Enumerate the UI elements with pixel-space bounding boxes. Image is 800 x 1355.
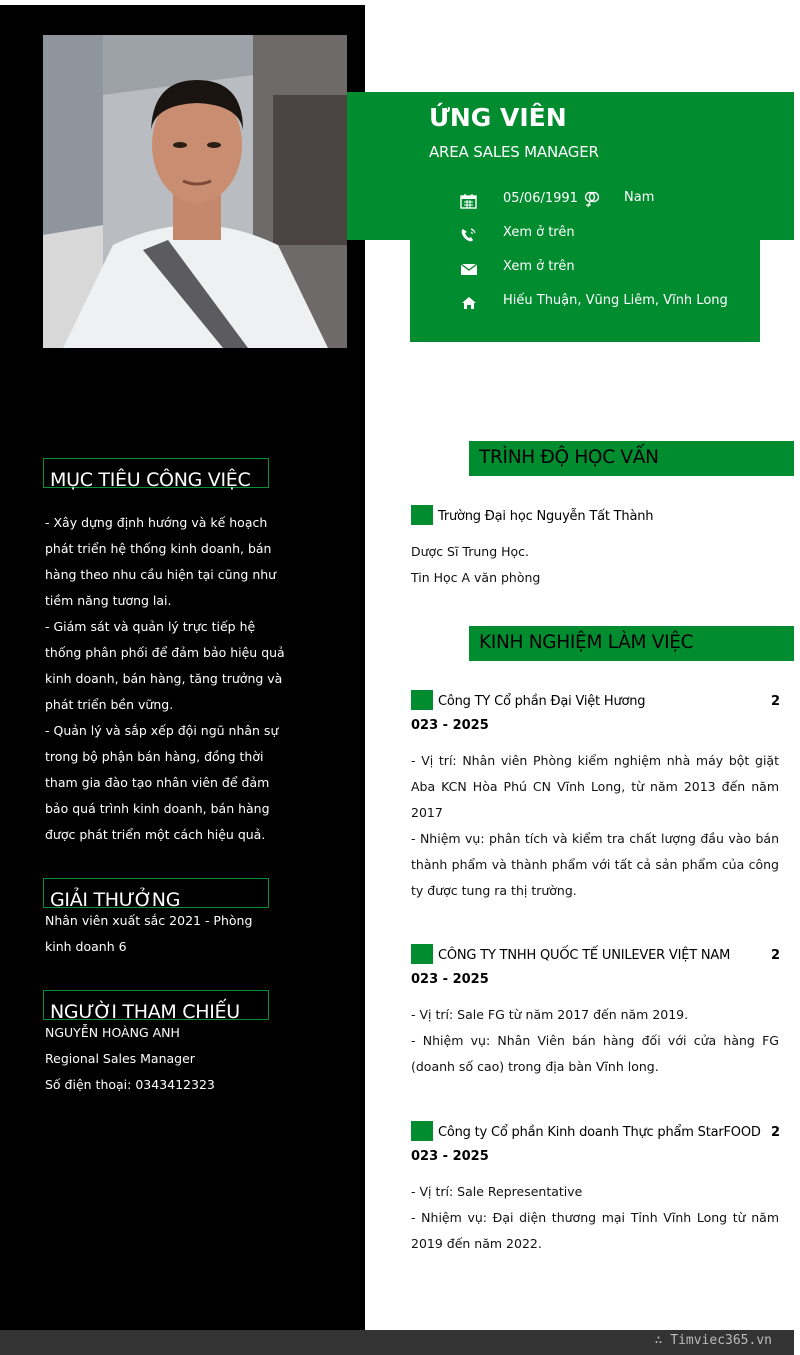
reference-heading: NGƯỜI THAM CHIẾU — [43, 990, 269, 1020]
school-name: Trường Đại học Nguyễn Tất Thành — [438, 509, 654, 524]
job-company: Công TY Cổ phần Đại Việt Hương — [438, 694, 646, 709]
job-company: Công ty Cổ phần Kinh doanh Thực phẩm StarFOOD — [438, 1125, 761, 1140]
reference-text — [45, 1020, 295, 1098]
job-year-cont: 023 - 2025 — [411, 718, 489, 733]
education-heading: TRÌNH ĐỘ HỌC VẤN — [469, 441, 794, 476]
awards-text: Nhân viên xuất sắc 2021 - Phòng kinh doanh 6 — [45, 913, 253, 954]
job-description: - Vị trí: Sale Representative - Nhiệm vụ: Đại diện thương mại Tỉnh Vĩnh Long từ năm 2019 đến năm 2022. — [411, 1184, 779, 1251]
bullet-square — [411, 690, 433, 710]
job-description: - Vị trí: Sale FG từ năm 2017 đến năm 2019. - Nhiệm vụ: Nhân Viên bán hàng đối với cửa hàng FG (doanh số cao) trong địa bàn Vĩnh long. — [411, 1007, 779, 1074]
objective-text: - Xây dựng định hướng và kế hoạch phát triển hệ thống kinh doanh, bán hàng theo nhu cầu hiện tại cũng như tiềm năng tương lai. - Giám sát và quản lý trực tiếp hệ thống phân phối để đảm bảo hiệu quả kinh doanh, bán hàng, tăng trưởng và phát triển bền vững. - Quản lý và sắp xếp đội ngũ nhân sự trong bộ phận bán hàng, đồng thời tham gia đào tạo nhân viên để đảm bảo quá trình kinh doanh, bán hàng được phát triển một cách hiệu quả. — [45, 515, 285, 842]
home-icon — [460, 295, 478, 311]
job-company: CÔNG TY TNHH QUỐC TẾ UNILEVER VIỆT NAM — [438, 948, 731, 963]
job-year-cont: 023 - 2025 — [411, 972, 489, 987]
address-value: Hiếu Thuận, Vũng Liêm, Vĩnh Long — [503, 293, 728, 308]
candidate-name: ỨNG VIÊN — [429, 103, 567, 132]
footer-brand[interactable]: ∴ Timviec365.vn — [654, 1333, 772, 1348]
bullet-square — [411, 1121, 433, 1141]
email-value: Xem ở trên — [503, 259, 575, 274]
reference-phone: Số điện thoại: 0343412323 — [45, 1077, 215, 1092]
objective-heading: MỤC TIÊU CÔNG VIỆC — [43, 458, 269, 488]
job-description: - Vị trí: Nhân viên Phòng kiểm nghiệm nhà máy bột giặt Aba KCN Hòa Phú CN Vĩnh Long, từ năm 2013 đến năm 2017 - Nhiệm vụ: phân tích và kiểm tra chất lượng đầu vào bán thành phẩm và thành phẩm với tất cả sản phẩm của công ty được tung ra thị trường. — [411, 753, 779, 898]
phone-value: Xem ở trên — [503, 225, 575, 240]
calendar-icon — [460, 193, 478, 209]
job-year-cont: 023 - 2025 — [411, 1149, 489, 1164]
job-year: 2 — [771, 1125, 781, 1140]
footer-bar — [0, 1330, 794, 1355]
job-year: 2 — [771, 694, 781, 709]
birthday-value: 05/06/1991 — [503, 191, 578, 206]
envelope-icon — [460, 261, 478, 277]
gender-icon — [583, 190, 601, 208]
profile-photo — [43, 35, 347, 348]
bullet-square — [411, 944, 433, 964]
experience-heading: KINH NGHIỆM LÀM VIỆC — [469, 626, 794, 661]
job-year: 2 — [771, 948, 781, 963]
education-text: Dược Sĩ Trung Học. Tin Học A văn phòng — [411, 544, 541, 585]
bullet-square — [411, 505, 433, 525]
gender-value: Nam — [624, 190, 655, 205]
reference-name: NGUYỄN HOÀNG ANH — [45, 1025, 180, 1040]
phone-icon — [460, 227, 478, 243]
awards-heading: GIẢI THƯỞNG — [43, 878, 269, 908]
candidate-position: AREA SALES MANAGER — [429, 143, 599, 161]
reference-role: Regional Sales Manager — [45, 1051, 195, 1066]
